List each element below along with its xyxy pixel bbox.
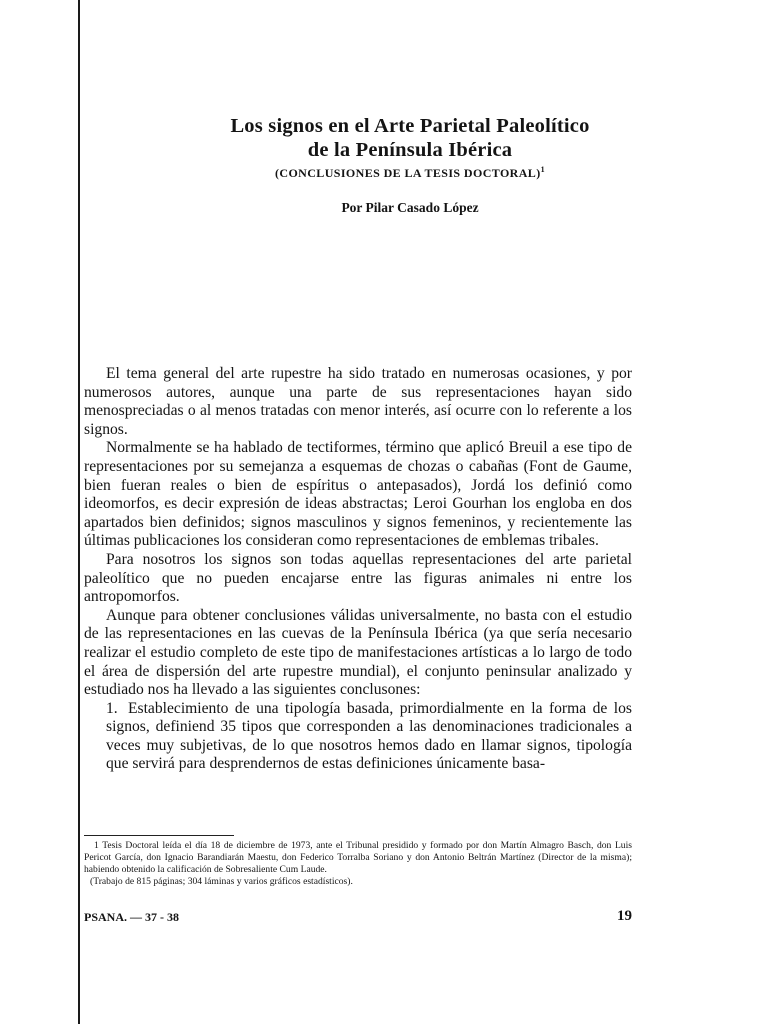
title-line-1: Los signos en el Arte Parietal Paleolítico — [230, 115, 590, 137]
subtitle-text: (CONCLUSIONES DE LA TESIS DOCTORAL) — [274, 166, 541, 180]
article-subtitle — [0, 165, 768, 181]
footnote-1: 1 Tesis Doctoral leída el día 18 de diciembre de 1973, ante el Tribunal presidido y formado por don Martín Almagro Basch, don Luis Pericot García, don Ignacio Barandiarán Maestu, don Federico Torralba Soriano y don Antonio Beltrán Martínez (Director de la misma); habiendo obtenido la calificación de Sobresaliente Cum Laude. — [84, 840, 632, 875]
page-number: 19 — [617, 908, 632, 924]
footnote-2: (Trabajo de 815 páginas; 304 láminas y varios gráficos estadísticos). — [90, 876, 353, 887]
article-title — [0, 114, 768, 162]
list-item-text: Establecimiento de una tipología basada, primordialmente en la forma de los signos, definiend 35 tipos que corresponden a las denominaciones tradicionales a veces muy subjetivas, de lo que nosotros hemos dado en llamar signos, tipología que servirá para desprendernos de estas definiciones únicamente basa- — [106, 699, 632, 773]
conclusion-list-item — [84, 700, 632, 774]
footnote-marker: 1 — [540, 165, 546, 174]
title-line-2: de la Península Ibérica — [307, 139, 513, 161]
journal-reference: PSANA. — 37 - 38 — [84, 910, 179, 924]
paragraph-4: Aunque para obtener conclusiones válidas universalmente, no basta con el estudio de las representaciones en las cuevas de la Península Ibérica (ya que sería necesario realizar el estudio completo de este tipo de manifestaciones artísticas a lo largo de todo el área de dispersión del arte rupestre mundial), el conjunto peninsular analizado y estudiado nos ha llevado a las siguientes conclusones: — [84, 606, 632, 699]
paragraph-1: El tema general del arte rupestre ha sido tratado en numerosas ocasiones, y por numerosos autores, aunque una parte de sus representaciones hayan sido menospreciadas o al menos tratadas con menor interés, así ocurre con lo referente a los signos. — [84, 365, 632, 438]
paragraph-2: Normalmente se ha hablado de tectiformes, término que aplicó Breuil a ese tipo de representaciones por su semejanza a esquemas de chozas o cabañas (Font de Gaume, bien fueran reales o bien de espíritus o antepasados), Jordá los definió como ideomorfos, es decir expresión de ideas abstractas; Leroi Gourhan los engloba en dos apartados bien definidos; signos masculinos y signos femeninos, y recientemente las últimas publicaciones los consideran como representaciones de emblemas tribales. — [84, 439, 632, 550]
footnotes — [84, 840, 632, 888]
author-byline: Por Pilar Casado López — [341, 200, 479, 215]
footnote-divider — [84, 835, 234, 836]
list-item-number: 1. — [106, 699, 118, 717]
paragraph-3: Para nosotros los signos son todas aquellas representaciones del arte parietal paleolítico que no pueden encajarse entre las figuras animales ni entre los antropomorfos. — [84, 550, 632, 606]
article-body — [84, 365, 632, 774]
